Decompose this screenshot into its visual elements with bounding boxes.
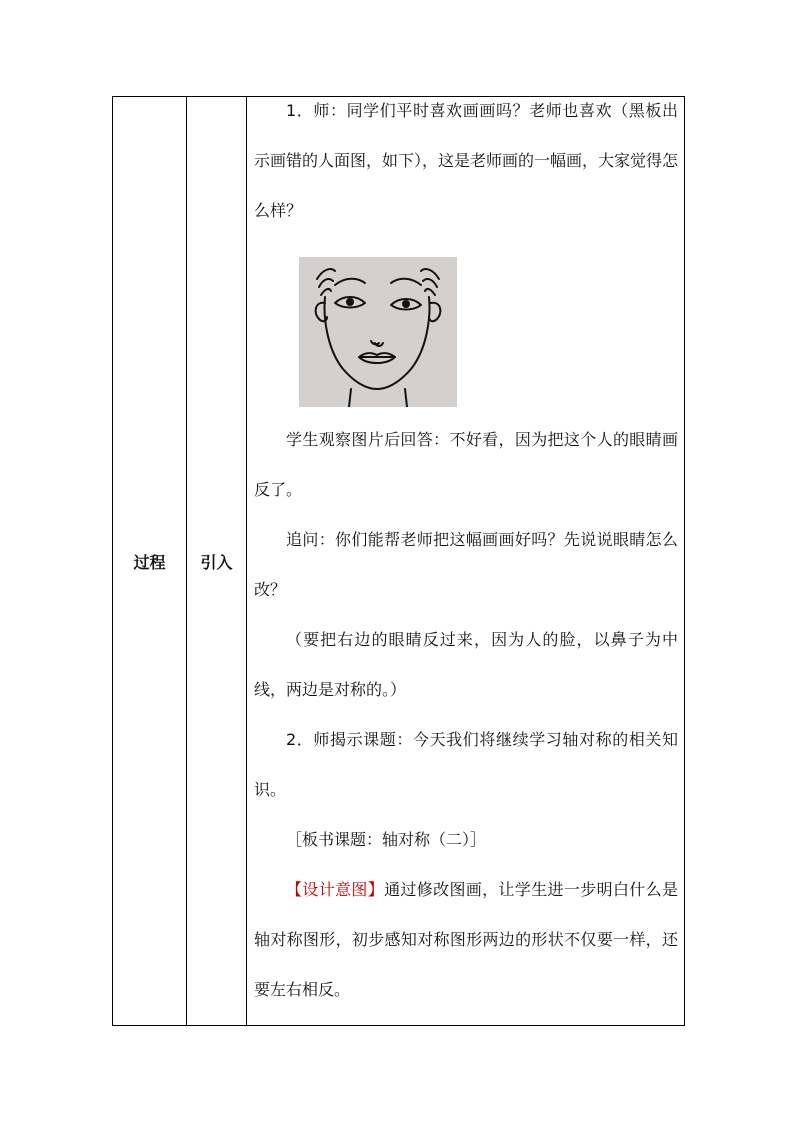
design-intent-text: 通过修改图画，让学生进一步明白什么是轴对称图形，初步感知对称图形两边的形状不仅要一样，还要左右相反。 [254,880,678,999]
paragraph-design-intent [254,865,678,1015]
paragraph-student-answer: 学生观察图片后回答：不好看，因为把这个人的眼睛画反了。 [254,430,678,499]
paragraph-follow-up: 追问：你们能帮老师把这幅画画好吗？先说说眼睛怎么改？ [254,530,678,599]
paragraph-answer-hint: （要把右边的眼睛反过来，因为人的脸，以鼻子为中线，两边是对称的。） [254,630,678,699]
stage-cell [113,97,187,1025]
paragraph-board-title: ［板书课题：轴对称（二）］ [286,830,487,849]
lesson-plan-table [112,96,685,1026]
face-sketch-icon [299,257,457,407]
paragraph-intro-question: 1．师：同学们平时喜欢画画吗？老师也喜欢（黑板出示画错的人面图，如下），这是老师画的一幅画，大家觉得怎么样？ [254,101,679,220]
paragraph-topic-reveal: 2．师揭示课题：今天我们将继续学习轴对称的相关知识。 [254,730,678,799]
stage-label: 过程 [133,552,166,572]
design-intent-tag: 【设计意图】 [286,880,385,899]
section-label: 引入 [200,552,233,572]
section-cell [187,97,247,1025]
content-cell [247,97,684,1025]
